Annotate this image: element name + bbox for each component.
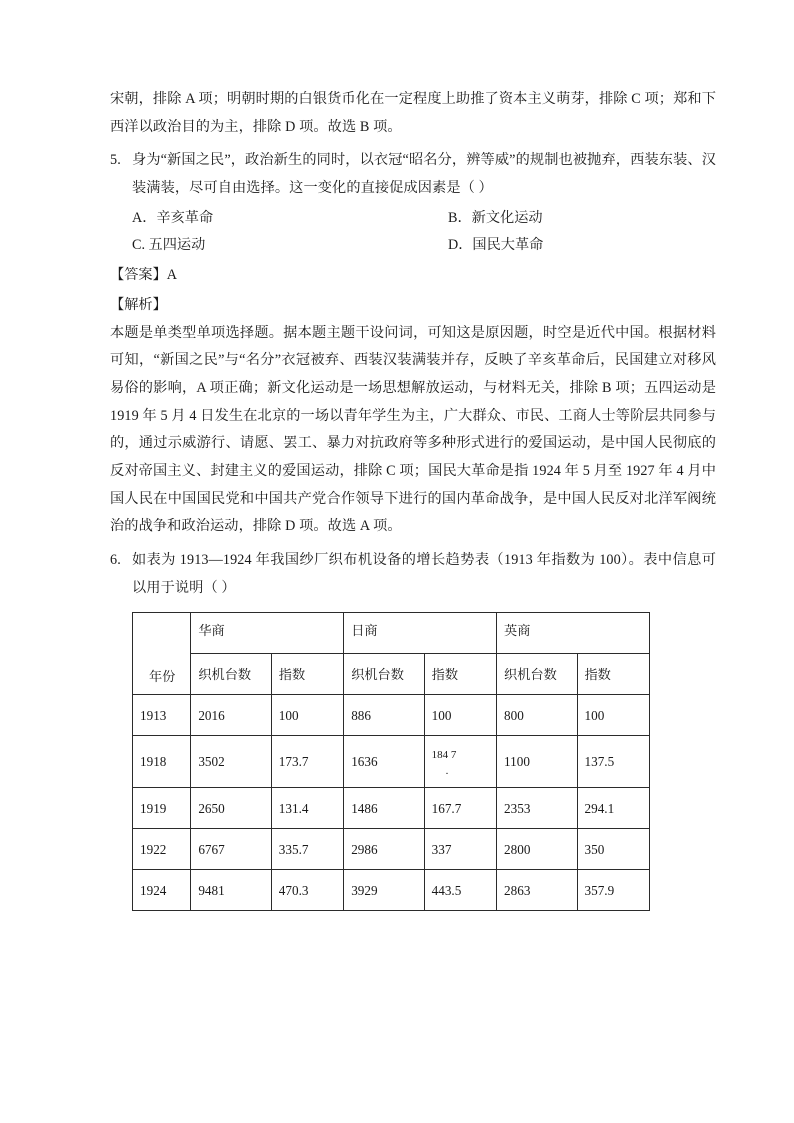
cell: 1100: [497, 736, 577, 788]
table-subheader-looms-2: 织机台数: [497, 654, 577, 695]
cell: 3929: [344, 870, 424, 911]
table-subheader-index-1: 指数: [424, 654, 496, 695]
row-year: 1919: [133, 788, 191, 829]
table-row: [133, 829, 650, 870]
cell: 357.9: [577, 870, 650, 911]
table-subheader-looms-0: 织机台数: [191, 654, 271, 695]
question-5-stem: 身为“新国之民”，政治新生的同时，以衣冠“昭名分，辨等威”的规制也被抛弃，西装东装、汉装满装，尽可自由选择。这一变化的直接促成因素是（ ）: [132, 152, 716, 197]
question-6-stem-wrapper: [110, 547, 716, 602]
cell: 100: [577, 695, 650, 736]
answer-label: 【答案】A: [110, 267, 177, 284]
table-row: [133, 736, 650, 788]
table-header-group-0: 华商: [191, 613, 344, 654]
analysis-text: 本题是单类型单项选择题。据本题主题干设问词，可知这是原因题，时空是近代中国。根据材料可知，“新国之民”与“名分”衣冠被弃、西装汉装满装并存，反映了辛亥革命后，民国建立对移风易俗的影响，A 项正确；新文化运动是一场思想解放运动，与材料无关，排除 B 项；五四运动是 1919 年 5 月 4 日发生在北京的一场以青年学生为主，广大群众、市民、工商人士等阶层共同参与的，通过示威游行、请愿、罢工、暴力对抗政府等多种形式进行的爱国运动，是中国人民彻底的反对帝国主义、封建主义的爱国运动，排除 C 项；国民大革命是指 1924 年 5 月至 1927 年 4 月中国人民在中国国民党和中国共产党合作领导下进行的国内革命战争，是中国人民反对北洋军阀统治的战争和政治运动，排除 D 项。故选 A 项。: [110, 324, 716, 535]
table-subheader-index-0: 指数: [271, 654, 343, 695]
cell: 470.3: [271, 870, 343, 911]
row-year: 1924: [133, 870, 191, 911]
cell: 2650: [191, 788, 271, 829]
cell: 800: [497, 695, 577, 736]
table-row: [133, 788, 650, 829]
continued-paragraph: 宋朝，排除 A 项；明朝时期的白银货币化在一定程度上助推了资本主义萌芽，排除 C 项；郑和下西洋以政治目的为主，排除 D 项。故选 B 项。: [110, 91, 716, 135]
table-row: [133, 695, 650, 736]
cell: 2863: [497, 870, 577, 911]
table-header-group-1: 日商: [344, 613, 497, 654]
cell: 1486: [344, 788, 424, 829]
cell: 6767: [191, 829, 271, 870]
question-5-number: 5.: [110, 152, 121, 169]
cell: 3502: [191, 736, 271, 788]
question-6: [110, 547, 716, 911]
growth-trend-table: [132, 612, 650, 911]
option-c[interactable]: C. 五四运动: [132, 237, 206, 254]
cell: 173.7: [271, 736, 343, 788]
table-header-group-2: 英商: [497, 613, 650, 654]
analysis-label: 【解析】: [110, 296, 167, 313]
question-5-options: [110, 205, 716, 260]
cell-value: 184 7: [431, 749, 457, 762]
cell: 131.4: [271, 788, 343, 829]
cell: 335.7: [271, 829, 343, 870]
cell: 2986: [344, 829, 424, 870]
cell: 886: [344, 695, 424, 736]
cell: 337: [424, 829, 496, 870]
table-header-row-groups: [133, 613, 650, 654]
cell: 167.7: [424, 788, 496, 829]
question-6-stem: 如表为 1913—1924 年我国纱厂织布机设备的增长趋势表（1913 年指数为 100）。表中信息可以用于说明（ ）: [132, 552, 716, 596]
row-year: 1913: [133, 695, 191, 736]
table-row: [133, 870, 650, 911]
question-5: [110, 147, 716, 541]
cell: 2800: [497, 829, 577, 870]
cell: 100: [271, 695, 343, 736]
table-header-year: 年份: [133, 613, 191, 695]
table-subheader-index-2: 指数: [577, 654, 650, 695]
cell: 2016: [191, 695, 271, 736]
option-a[interactable]: A．辛亥革命: [132, 209, 214, 226]
cell: 137.5: [577, 736, 650, 788]
cell: 350: [577, 829, 650, 870]
question-6-number: 6.: [110, 552, 121, 568]
row-year: 1918: [133, 736, 191, 788]
cell-stray-dot: .: [445, 764, 449, 777]
cell: 294.1: [577, 788, 650, 829]
cell: 1636: [344, 736, 424, 788]
cell: 443.5: [424, 870, 496, 911]
cell: 9481: [191, 870, 271, 911]
option-b[interactable]: B．新文化运动: [448, 209, 543, 226]
question-5-stem-wrapper: [110, 147, 716, 202]
table-header-row-sub: [133, 654, 650, 695]
cell: 100: [424, 695, 496, 736]
option-d[interactable]: D．国民大革命: [448, 237, 544, 254]
row-year: 1922: [133, 829, 191, 870]
cell: 2353: [497, 788, 577, 829]
cell: [424, 736, 496, 788]
table-subheader-looms-1: 织机台数: [344, 654, 424, 695]
